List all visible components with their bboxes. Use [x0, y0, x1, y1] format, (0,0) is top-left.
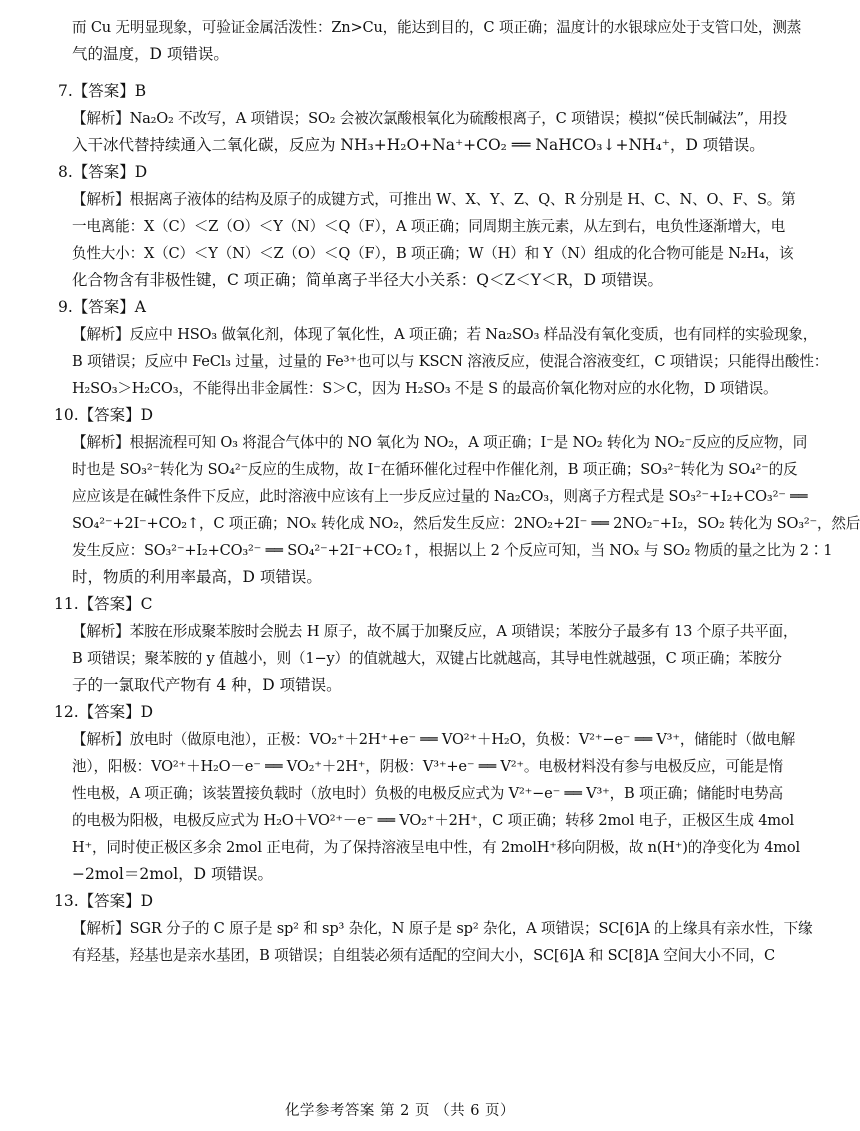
explanation-line: 池），阳极：VO²⁺＋H₂O－e⁻ ══ VO₂⁺＋2H⁺，阴极：V³⁺+e⁻ ══ V²⁺。电极材料没有参与电极反应，可能是惰 [72, 758, 783, 775]
explanation-line: 时，物质的利用率最高，D 项错误。 [72, 568, 322, 586]
answer-heading: 13.【答案】D [54, 892, 154, 910]
explanation-line: 入干冰代替持续通入二氧化碳，反应为 NH₃+H₂O+Na⁺+CO₂ ══ NaHCO₃↓+NH₄⁺，D 项错误。 [72, 136, 765, 154]
explanation-line: 【解析】反应中 HSO₃ 做氧化剂，体现了氧化性，A 项正确；若 Na₂SO₃ 样品没有氧化变质，也有同样的实验现象， [72, 326, 818, 343]
explanation-line: 负性大小：X（C）＜Y（N）＜Z（O）＜Q（F），B 项正确；W（H）和 Y（N）组成的化合物可能是 N₂H₄，该 [72, 245, 794, 262]
answer-heading: 9.【答案】A [58, 298, 146, 316]
answer-item-8 [58, 159, 796, 294]
answer-item-9 [58, 294, 829, 402]
answer-item-13 [54, 888, 813, 969]
explanation-line: 【解析】放电时（做原电池），正极：VO₂⁺＋2H⁺+e⁻ ══ VO²⁺＋H₂O，负极：V²⁺−e⁻ ══ V³⁺，储能时（做电解 [72, 731, 795, 748]
explanation-line: 【解析】根据离子液体的结构及原子的成键方式，可推出 W、X、Y、Z、Q、R 分别是 H、C、N、O、F、S。第 [72, 191, 796, 208]
explanation-line: B 项错误；聚苯胺的 y 值越小，则（1−y）的值就越大，双键占比就越高，其导电性就越强，C 项正确；苯胺分 [72, 650, 782, 667]
intro-block [58, 14, 802, 68]
answer-heading: 12.【答案】D [54, 703, 154, 721]
explanation-line: 性电极，A 项正确；该装置接负载时（放电时）负极的电极反应式为 V²⁺−e⁻ ══ V³⁺，B 项正确；储能时电势高 [72, 785, 783, 802]
explanation-line: H⁺，同时使正极区多余 2mol 正电荷，为了保持溶液呈电中性，有 2molH⁺移向阴极，故 n(H⁺)的净变化为 4mol [72, 839, 800, 856]
explanation-line: 应应该是在碱性条件下反应，此时溶液中应该有上一步反应过量的 Na₂CO₃，则离子方程式是 SO₃²⁻+I₂+CO₃²⁻ ══ [72, 488, 808, 505]
document-page [54, 14, 860, 969]
page-footer: 化学参考答案 第 2 页 （共 6 页） [284, 1103, 516, 1119]
explanation-line: 【解析】苯胺在形成聚苯胺时会脱去 H 原子，故不属于加聚反应，A 项错误；苯胺分子最多有 13 个原子共平面， [72, 623, 798, 640]
explanation-line: SO₄²⁻+2I⁻+CO₂↑，C 项正确；NOₓ 转化成 NO₂，然后发生反应：2NO₂+2I⁻ ══ 2NO₂⁻+I₂，SO₂ 转化为 SO₃²⁻，然后 [72, 515, 860, 532]
explanation-line: H₂SO₃＞H₂CO₃，不能得出非金属性：S＞C，因为 H₂SO₃ 不是 S 的最高价氧化物对应的水化物，D 项错误。 [72, 380, 778, 397]
answer-item-11 [54, 591, 798, 699]
explanation-line: B 项错误；反应中 FeCl₃ 过量，过量的 Fe³⁺也可以与 KSCN 溶液反应，使混合溶液变红，C 项错误；只能得出酸性： [72, 353, 829, 370]
explanation-line: 化合物含有非极性键，C 项正确；简单离子半径大小关系：Q＜Z＜Y＜R，D 项错误。 [72, 271, 664, 289]
answer-item-12 [54, 699, 800, 888]
explanation-line: 【解析】Na₂O₂ 不改写，A 项错误；SO₂ 会被次氯酸根氧化为硫酸根离子，C 项错误；模拟“侯氏制碱法”，用投 [72, 110, 788, 127]
answer-item-10 [54, 402, 860, 591]
explanation-line: 【解析】SGR 分子的 C 原子是 sp² 和 sp³ 杂化，N 原子是 sp² 杂化，A 项错误；SC[6]A 的上缘具有亲水性，下缘 [72, 920, 813, 937]
answer-heading: 10.【答案】D [54, 406, 154, 424]
answer-heading: 7.【答案】B [58, 82, 147, 100]
answer-heading: 11.【答案】C [54, 595, 153, 613]
explanation-line: 发生反应：SO₃²⁻+I₂+CO₃²⁻ ══ SO₄²⁻+2I⁻+CO₂↑，根据以上 2 个反应可知，当 NOₓ 与 SO₂ 物质的量之比为 2∶1 [72, 542, 833, 559]
explanation-line: −2mol＝2mol，D 项错误。 [72, 865, 274, 883]
answer-item-7 [58, 78, 788, 159]
explanation-line: 的电极为阳极，电极反应式为 H₂O＋VO²⁺－e⁻ ══ VO₂⁺＋2H⁺，C 项正确；转移 2mol 电子，正极区生成 4mol [72, 812, 794, 829]
text-line: 气的温度，D 项错误。 [72, 45, 229, 63]
text-line: 而 Cu 无明显现象，可验证金属活泼性：Zn>Cu，能达到目的，C 项正确；温度计的水银球应处于支管口处，测蒸 [72, 19, 802, 36]
answer-heading: 8.【答案】D [58, 163, 148, 181]
explanation-line: 有羟基，羟基也是亲水基团，B 项错误；自组装必须有适配的空间大小，SC[6]A 和 SC[8]A 空间大小不同，C [72, 947, 775, 964]
explanation-line: 【解析】根据流程可知 O₃ 将混合气体中的 NO 氧化为 NO₂，A 项正确；I⁻是 NO₂ 转化为 NO₂⁻反应的反应物，同 [72, 434, 808, 451]
explanation-line: 时也是 SO₃²⁻转化为 SO₄²⁻反应的生成物，故 I⁻在循环催化过程中作催化剂，B 项正确；SO₃²⁻转化为 SO₄²⁻的反 [72, 461, 798, 478]
explanation-line: 子的一氯取代产物有 4 种，D 项错误。 [72, 676, 342, 694]
explanation-line: 一电离能：X（C）＜Z（O）＜Y（N）＜Q（F），A 项正确；同周期主族元素，从左到右，电负性逐渐增大，电 [72, 218, 785, 235]
